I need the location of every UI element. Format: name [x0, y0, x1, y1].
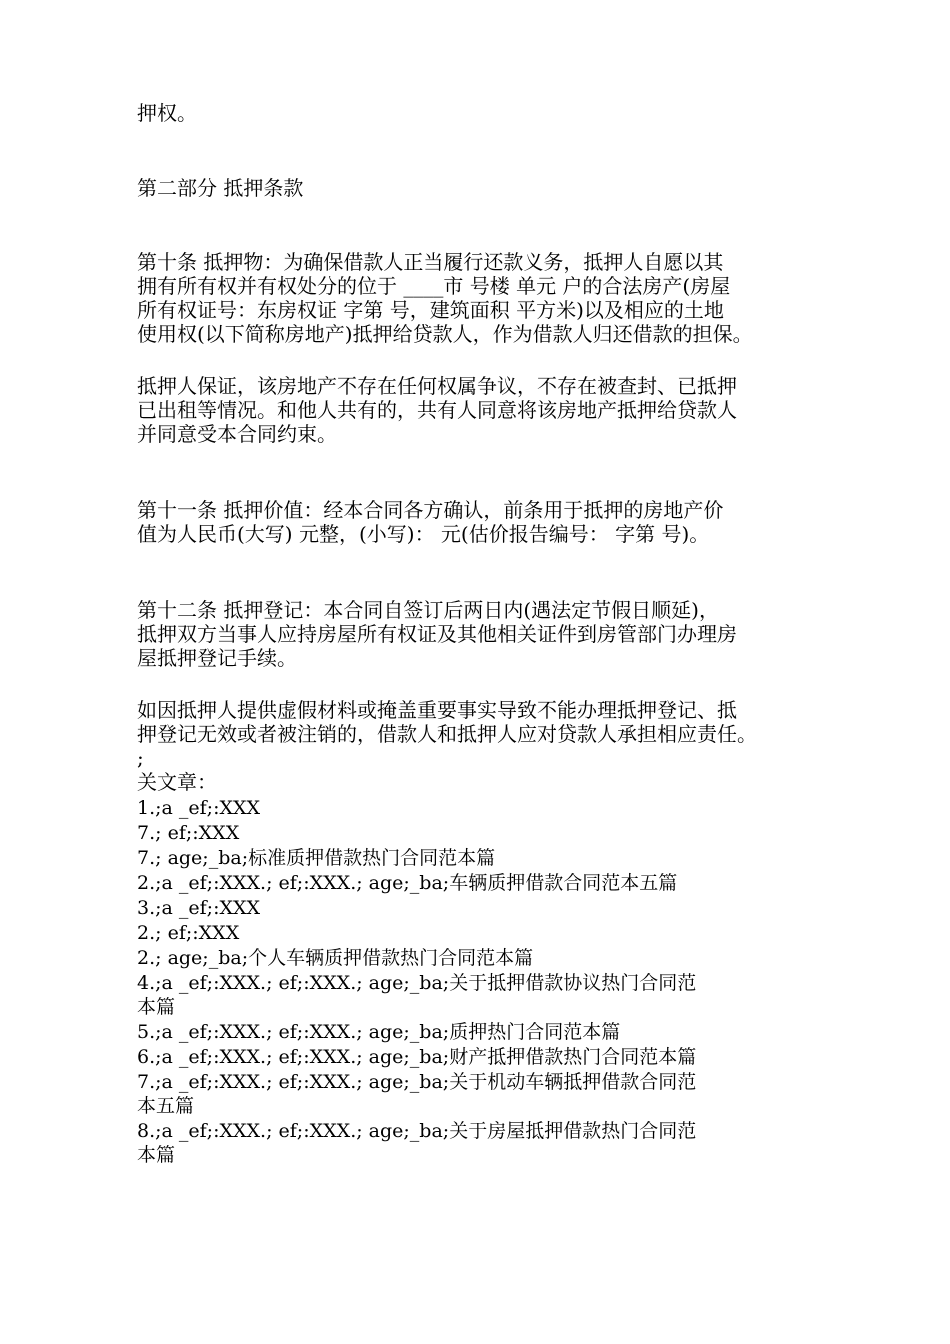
list-item: 2.;a _ef;:XXX.; ef;:XXX.; age;_ba;车辆质押借款合同范本五篇	[137, 872, 678, 894]
list-item: 1.;a _ef;:XXX	[137, 797, 261, 819]
text-line: 已出租等情况。和他人共有的，共有人同意将该房地产抵押给贷款人	[137, 398, 737, 422]
list-item: 6.;a _ef;:XXX.; ef;:XXX.; age;_ba;财产抵押借款热门合同范本篇	[137, 1046, 697, 1068]
list-item: 2.; ef;:XXX	[137, 922, 240, 944]
list-item: 7.;a _ef;:XXX.; ef;:XXX.; age;_ba;关于机动车辆抵押借款合同范	[137, 1071, 697, 1093]
text-line: 所有权证号：东房权证 字第 号，建筑面积 平方米)以及相应的土地	[137, 298, 724, 322]
list-item: 4.;a _ef;:XXX.; ef;:XXX.; age;_ba;关于抵押借款协议热门合同范	[137, 972, 697, 994]
text-line: 并同意受本合同约束。	[137, 422, 337, 446]
section-heading: 第二部分 抵押条款	[137, 176, 304, 200]
text-line: ;	[137, 746, 144, 770]
related-heading: 关文章：	[137, 770, 217, 794]
list-item: 本篇	[137, 1144, 176, 1166]
list-item: 7.; ef;:XXX	[137, 822, 240, 844]
list-item: 本五篇	[137, 1095, 195, 1117]
list-item: 5.;a _ef;:XXX.; ef;:XXX.; age;_ba;质押热门合同范本篇	[137, 1021, 621, 1043]
text-line: 如因抵押人提供虚假材料或掩盖重要事实导致不能办理抵押登记、抵	[137, 698, 737, 722]
text-line: 第十一条 抵押价值：经本合同各方确认，前条用于抵押的房地产价	[137, 498, 724, 522]
list-item: 3.;a _ef;:XXX	[137, 897, 261, 919]
text-line: 押权。	[137, 101, 197, 125]
list-item: 2.; age;_ba;个人车辆质押借款热门合同范本篇	[137, 947, 534, 969]
text-line: 抵押人保证，该房地产不存在任何权属争议，不存在被查封、已抵押	[137, 374, 737, 398]
text-line: 值为人民币(大写) 元整，(小写)： 元(估价报告编号： 字第 号)。	[137, 522, 710, 546]
text-line: 屋抵押登记手续。	[137, 646, 297, 670]
list-item: 7.; age;_ba;标准质押借款热门合同范本篇	[137, 847, 496, 869]
text-line: 押登记无效或者被注销的，借款人和抵押人应对贷款人承担相应责任。	[137, 722, 757, 746]
list-item: 本篇	[137, 996, 176, 1018]
text-line: 使用权(以下简称房地产)抵押给贷款人，作为借款人归还借款的担保。	[137, 322, 753, 346]
text-line: 第十二条 抵押登记：本合同自签订后两日内(遇法定节假日顺延)，	[137, 598, 719, 622]
text-line: 第十条 抵押物：为确保借款人正当履行还款义务，抵押人自愿以其	[137, 250, 724, 274]
list-item: 8.;a _ef;:XXX.; ef;:XXX.; age;_ba;关于房屋抵押借款热门合同范	[137, 1120, 697, 1142]
text-line: 抵押双方当事人应持房屋所有权证及其他相关证件到房管部门办理房	[137, 622, 737, 646]
text-line: 拥有所有权并有权处分的位于 ____市 号楼 单元 户的合法房产(房屋	[137, 274, 731, 298]
